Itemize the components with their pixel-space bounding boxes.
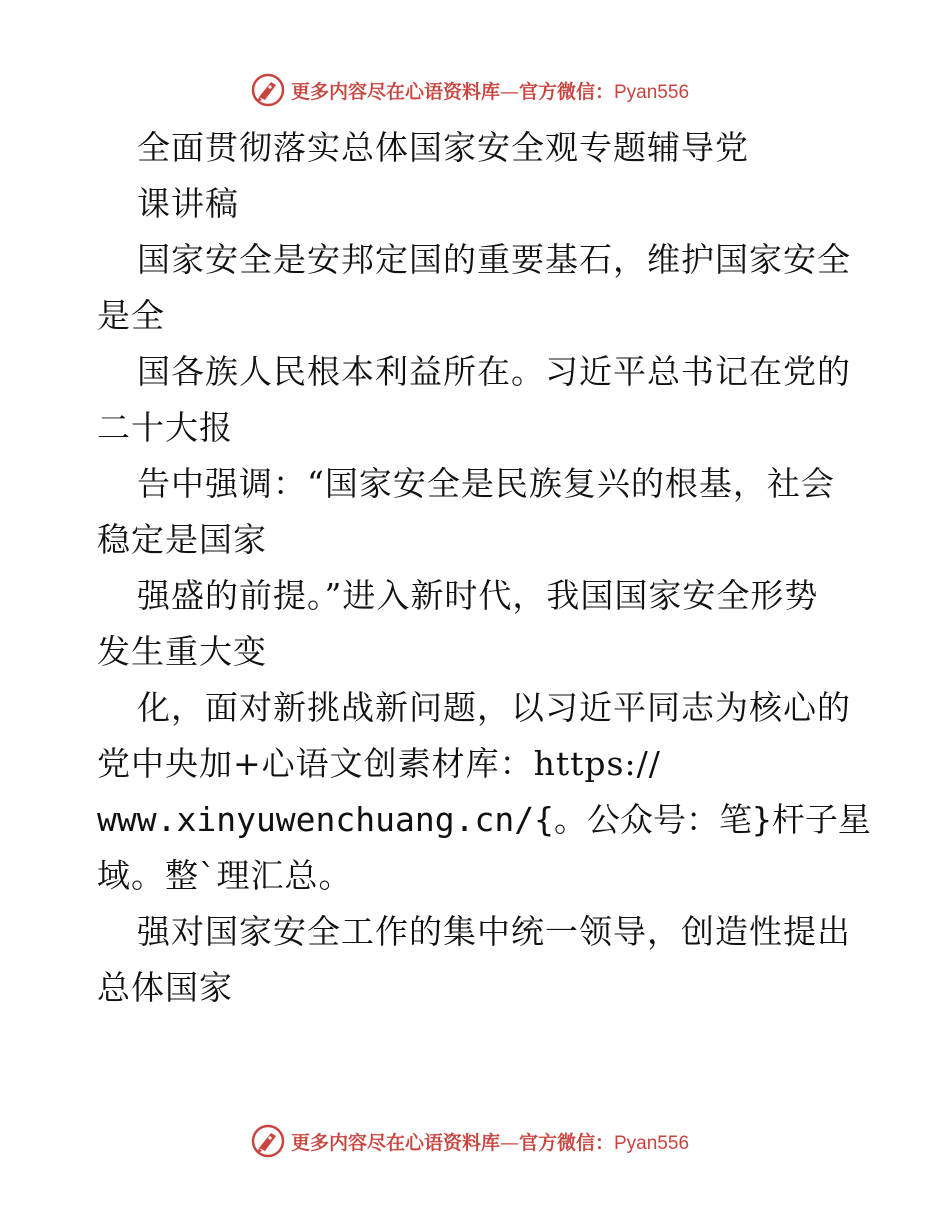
document-body	[97, 120, 871, 1016]
document-line: 党中央加+心语文创素材库：https://	[97, 744, 661, 783]
document-line: 告中强调：“国家安全是民族复兴的根基，社会	[137, 464, 835, 503]
document-line: 是全	[97, 296, 165, 335]
document-line: 域。整`理汇总。	[97, 856, 353, 895]
footer-banner-id: Pyan556	[614, 1132, 690, 1154]
header-banner-text	[291, 77, 689, 104]
pen-nib-logo-icon	[251, 73, 285, 107]
footer-banner-dash: —	[499, 1131, 519, 1154]
header-banner-dash: —	[499, 80, 519, 103]
document-line: 总体国家	[97, 968, 233, 1007]
header-banner-content	[251, 73, 689, 107]
header-banner	[0, 70, 950, 110]
footer-banner-content	[251, 1124, 689, 1158]
document-line-url: www.xinyuwenchuang.cn/{。公众号：笔}杆子星	[97, 800, 871, 839]
document-line: 强对国家安全工作的集中统一领导，创造性提出	[137, 912, 851, 951]
document-line: 发生重大变	[97, 632, 267, 671]
pen-nib-logo-icon	[251, 1124, 285, 1158]
header-banner-wechat: 官方微信：	[518, 80, 614, 103]
footer-banner-wechat: 官方微信：	[518, 1131, 614, 1154]
document-line: 课讲稿	[137, 184, 239, 223]
document-line: 国家安全是安邦定国的重要基石，维护国家安全	[137, 240, 851, 279]
document-line: 国各族人民根本利益所在。习近平总书记在党的	[137, 352, 851, 391]
document-line: 全面贯彻落实总体国家安全观专题辅导党	[137, 128, 749, 167]
document-line: 化，面对新挑战新问题，以习近平同志为核心的	[137, 688, 851, 727]
footer-banner-main: 更多内容尽在心语资料库	[290, 1131, 500, 1154]
document-line: 二十大报	[97, 408, 233, 447]
footer-banner-text	[291, 1128, 689, 1155]
footer-banner	[0, 1121, 950, 1161]
header-banner-id: Pyan556	[614, 81, 690, 103]
document-line: 稳定是国家	[97, 520, 267, 559]
document-line: 强盛的前提。”进入新时代，我国国家安全形势	[137, 576, 819, 615]
header-banner-main: 更多内容尽在心语资料库	[290, 80, 500, 103]
